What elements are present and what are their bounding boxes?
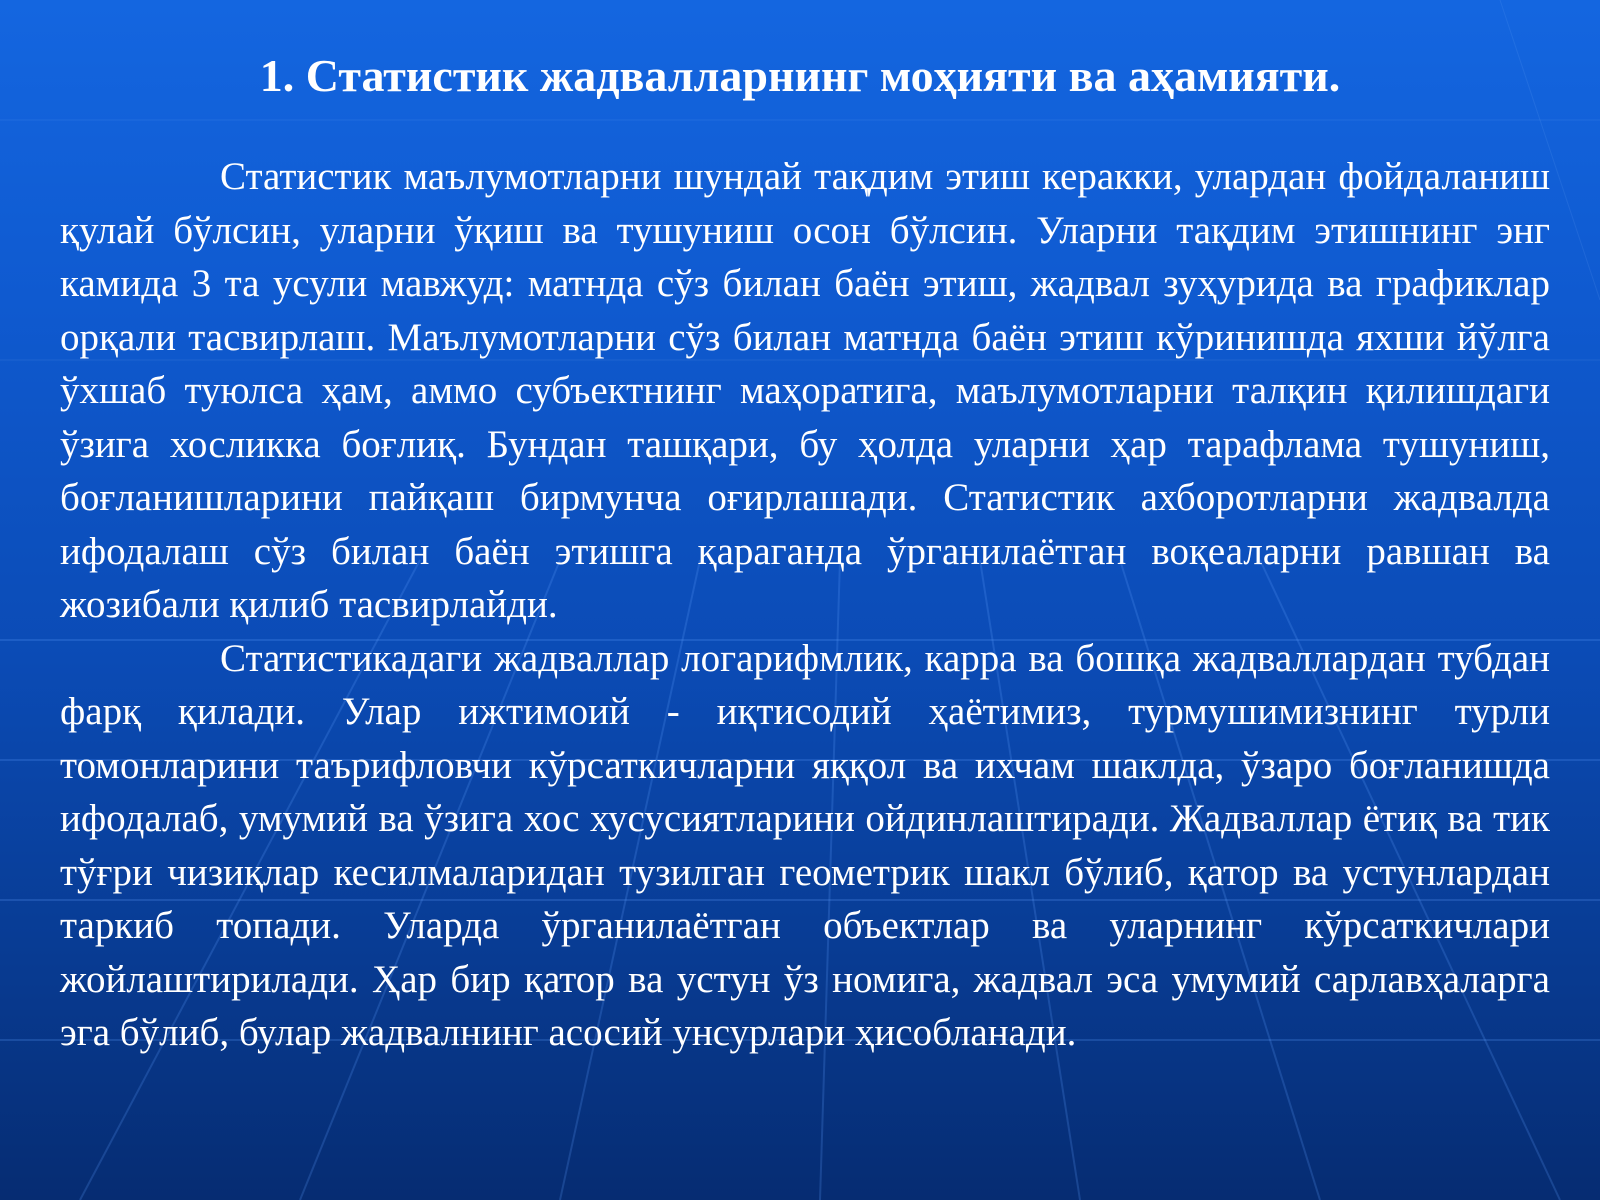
body-paragraph-2: Статистикадаги жадваллар логарифмлик, карра ва бошқа жадваллардан тубдан фарқ қилади. Улар ижтимоий - иқтисодий ҳаётимиз, турмушимизнинг турли томонларини таърифловчи кўрсаткичларни яққол ва ихчам шаклда, ўзаро боғланишда ифодалаб, умумий ва ўзига хос хусусиятларини ойдинлаштиради. Жадваллар ётиқ ва тик тўғри чизиқлар кесилмаларидан тузилган геометрик шакл бўлиб, қатор ва устунлардан таркиб топади. Уларда ўрганилаётган объектлар ва уларнинг кўрсаткичлари жойлаштирилади. Ҳар бир қатор ва устун ўз номига, жадвал эса умумий сарлавҳаларга эга бўлиб, булар жадвалнинг асосий унсурлари ҳисобланади. [60, 636, 1550, 1054]
body-paragraph-1: Статистик маълумотларни шундай тақдим этиш керакки, улардан фойдаланиш қулай бўлсин, уларни ўқиш ва тушуниш осон бўлсин. Уларни тақдим этишнинг энг камида 3 та усули мавжуд: матнда сўз билан баён этиш, жадвал зуҳурида ва графиклар орқали тасвирлаш. Маълумотларни сўз билан матнда баён этиш кўринишда яхши йўлга ўхшаб туюлса ҳам, аммо субъектнинг маҳоратига, маълумотларни талқин қилишдаги ўзига хосликка боғлиқ. Бундан ташқари, бу ҳолда уларни ҳар тарафлама тушуниш, боғланишларини пайқаш бирмунча оғирлашади. Статистик ахборотларни жадвалда ифодалаш сўз билан баён этишга қараганда ўрганилаётган воқеаларни равшан ва жозибали қилиб тасвирлайди. [60, 155, 1550, 626]
slide-body [60, 150, 1550, 1060]
slide-title: 1. Статистик жадвалларнинг моҳияти ва аҳамияти. [259, 50, 1341, 101]
